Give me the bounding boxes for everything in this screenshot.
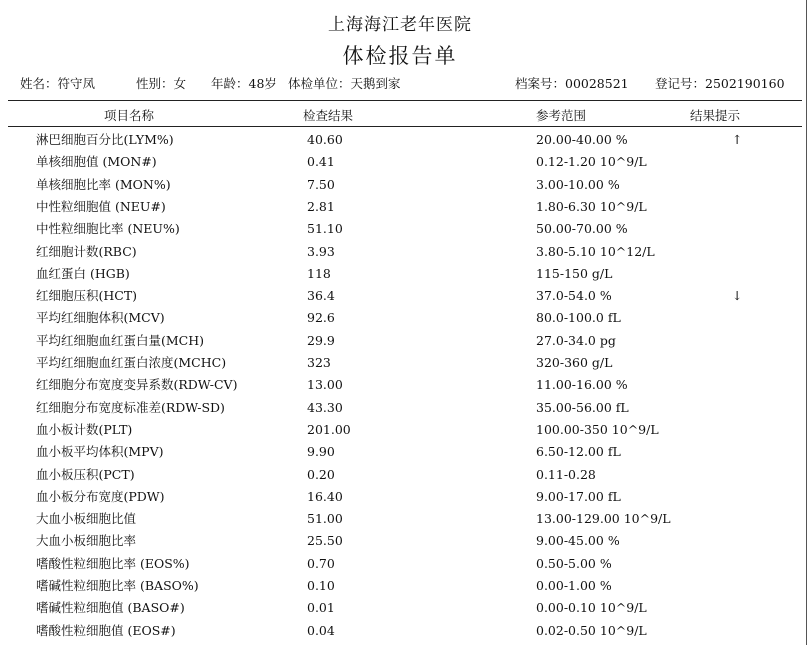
test-result: 0.41 — [307, 154, 335, 170]
test-name: 血红蛋白 (HGB) — [36, 265, 130, 281]
test-name: 大血小板细胞比值 — [36, 511, 137, 527]
reference-range: 0.00-1.00 % — [536, 578, 612, 593]
table-row — [0, 352, 806, 374]
table-row — [0, 218, 806, 240]
reference-range: 20.00-40.00 % — [536, 132, 628, 147]
table-row — [0, 307, 806, 329]
table-row — [0, 441, 806, 463]
table-row — [0, 129, 806, 151]
reference-range: 0.00-0.10 10^9/L — [536, 600, 647, 616]
test-name: 单核细胞比率 (MON%) — [36, 176, 171, 192]
reference-range: 27.0-34.0 pg — [536, 332, 616, 348]
table-row — [0, 530, 806, 552]
test-name: 平均红细胞体积(MCV) — [36, 310, 165, 326]
col-header-flag: 结果提示 — [690, 108, 741, 123]
test-result: 25.50 — [307, 533, 343, 549]
test-name: 红细胞压积(HCT) — [36, 288, 138, 304]
reference-range: 35.00-56.00 fL — [536, 399, 629, 415]
test-name: 嗜酸性粒细胞比率 (EOS%) — [36, 555, 190, 571]
col-header-item: 项目名称 — [104, 108, 155, 123]
table-row — [0, 553, 806, 575]
test-result: 29.9 — [307, 332, 335, 348]
hospital-name: 上海海江老年医院 — [328, 15, 472, 35]
patient-name: 姓名：符守凤 — [20, 76, 96, 91]
test-result: 16.40 — [307, 488, 343, 504]
test-result: 0.10 — [307, 578, 335, 593]
table-row — [0, 397, 806, 419]
test-name: 平均红细胞血红蛋白量(MCH) — [36, 332, 205, 348]
test-name: 血小板压积(PCT) — [36, 466, 135, 482]
reference-range: 1.80-6.30 10^9/L — [536, 198, 647, 214]
test-name: 红细胞计数(RBC) — [36, 243, 137, 259]
reference-range: 115-150 g/L — [536, 265, 613, 281]
reference-range: 50.00-70.00 % — [536, 221, 628, 237]
registration-number: 登记号：2502190160 — [655, 76, 785, 91]
test-result: 2.81 — [307, 198, 335, 214]
col-header-result: 检查结果 — [303, 108, 354, 123]
table-row — [0, 263, 806, 285]
test-name: 中性粒细胞比率 (NEU%) — [36, 221, 180, 237]
table-row — [0, 241, 806, 263]
test-result: 51.00 — [307, 511, 343, 527]
patient-unit: 体检单位：天鹅到家 — [288, 76, 401, 91]
test-result: 36.4 — [307, 288, 335, 304]
patient-age: 年龄：48岁 — [211, 76, 277, 91]
result-flag: ↓ — [732, 288, 743, 304]
test-name: 血小板分布宽度(PDW) — [36, 488, 165, 504]
table-row — [0, 597, 806, 619]
test-name: 中性粒细胞值 (NEU#) — [36, 198, 166, 214]
test-result: 0.20 — [307, 466, 335, 482]
reference-range: 13.00-129.00 10^9/L — [536, 511, 671, 527]
test-name: 嗜酸性粒细胞值 (EOS#) — [36, 622, 176, 638]
test-name: 血小板计数(PLT) — [36, 421, 133, 437]
reference-range: 9.00-45.00 % — [536, 533, 620, 549]
test-name: 红细胞分布宽度变异系数(RDW-CV) — [36, 377, 238, 393]
col-header-range: 参考范围 — [536, 108, 587, 123]
table-row — [0, 151, 806, 173]
test-result: 0.01 — [307, 600, 335, 616]
test-result: 323 — [307, 355, 331, 370]
header-rule-top — [8, 100, 802, 101]
table-row — [0, 575, 806, 597]
reference-range: 11.00-16.00 % — [536, 377, 628, 393]
table-row — [0, 486, 806, 508]
test-name: 单核细胞值 (MON#) — [36, 154, 157, 170]
table-row — [0, 196, 806, 218]
table-row — [0, 174, 806, 196]
test-result: 51.10 — [307, 221, 343, 237]
report-title: 体检报告单 — [342, 44, 458, 68]
test-result: 3.93 — [307, 243, 335, 259]
test-result: 7.50 — [307, 176, 335, 192]
table-row — [0, 508, 806, 530]
test-result: 43.30 — [307, 399, 343, 415]
reference-range: 9.00-17.00 fL — [536, 488, 621, 504]
table-row — [0, 374, 806, 396]
reference-range: 320-360 g/L — [536, 355, 613, 370]
test-result: 0.70 — [307, 555, 335, 571]
reference-range: 0.02-0.50 10^9/L — [536, 622, 647, 638]
test-result: 13.00 — [307, 377, 343, 393]
test-result: 118 — [307, 265, 331, 281]
test-result: 201.00 — [307, 421, 351, 437]
reference-range: 6.50-12.00 fL — [536, 444, 621, 460]
result-flag: ↑ — [732, 132, 743, 147]
test-result: 92.6 — [307, 310, 335, 326]
reference-range: 3.00-10.00 % — [536, 176, 620, 192]
table-row — [0, 285, 806, 307]
test-name: 嗜碱性粒细胞值 (BASO#) — [36, 600, 185, 616]
reference-range: 3.80-5.10 10^12/L — [536, 243, 655, 259]
reference-range: 0.12-1.20 10^9/L — [536, 154, 647, 170]
test-result: 0.04 — [307, 622, 335, 638]
reference-range: 37.0-54.0 % — [536, 288, 612, 304]
page-edge — [806, 0, 807, 645]
test-result: 9.90 — [307, 444, 335, 460]
reference-range: 100.00-350 10^9/L — [536, 421, 659, 437]
test-result: 40.60 — [307, 132, 343, 147]
header-rule-bottom — [8, 126, 802, 127]
test-name: 嗜碱性粒细胞比率 (BASO%) — [36, 578, 199, 593]
test-name: 血小板平均体积(MPV) — [36, 444, 164, 460]
table-row — [0, 419, 806, 441]
reference-range: 80.0-100.0 fL — [536, 310, 621, 326]
reference-range: 0.11-0.28 — [536, 466, 596, 482]
table-row — [0, 620, 806, 642]
test-name: 淋巴细胞百分比(LYM%) — [36, 132, 174, 147]
test-name: 红细胞分布宽度标准差(RDW-SD) — [36, 399, 225, 415]
table-row — [0, 330, 806, 352]
test-name: 大血小板细胞比率 — [36, 533, 137, 549]
patient-gender: 性别：女 — [136, 76, 187, 91]
table-row — [0, 464, 806, 486]
reference-range: 0.50-5.00 % — [536, 555, 612, 571]
test-name: 平均红细胞血红蛋白浓度(MCHC) — [36, 355, 227, 370]
file-number: 档案号：00028521 — [515, 76, 629, 91]
